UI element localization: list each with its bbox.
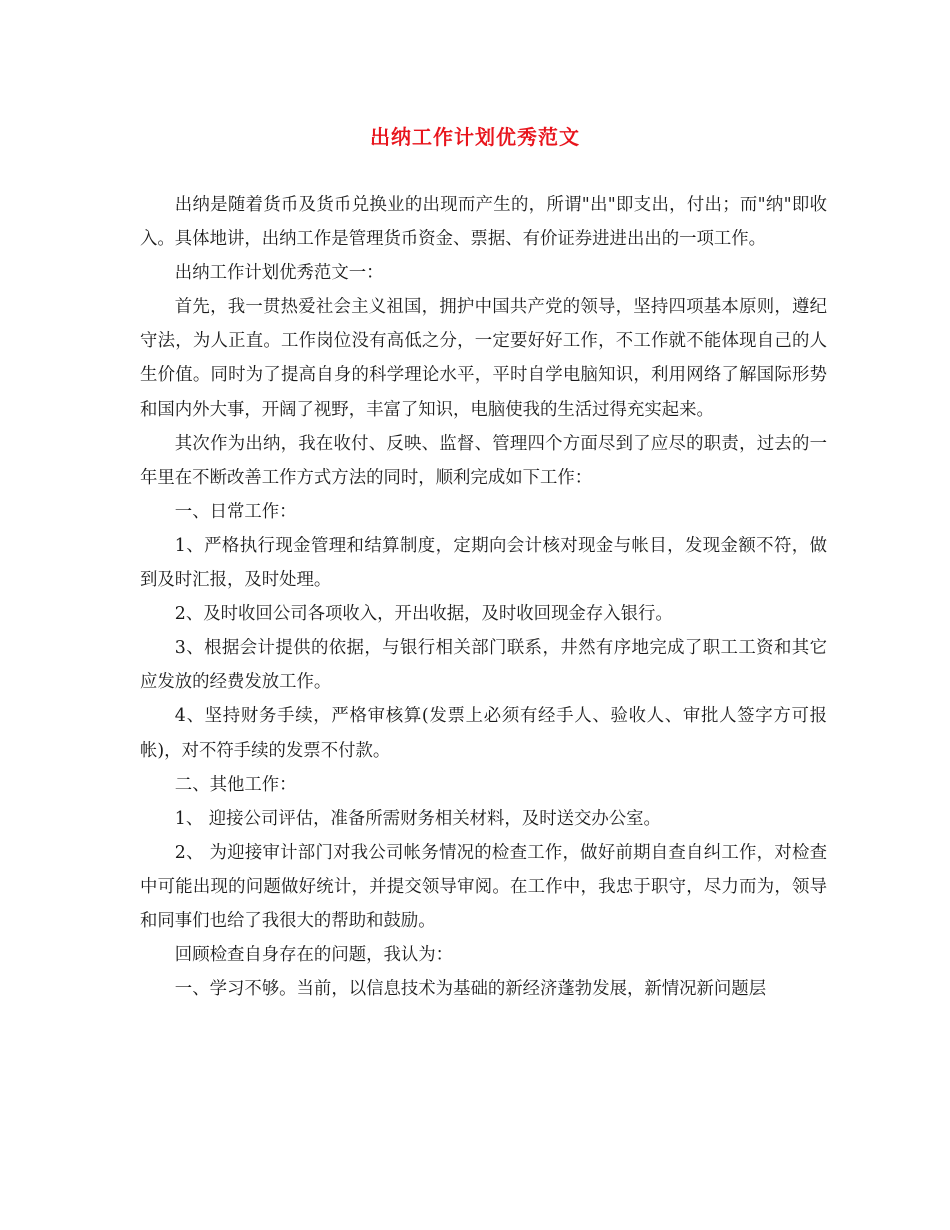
list-item-daily-2: 2、及时收回公司各项收入，开出收据，及时收回现金存入银行。 xyxy=(174,604,673,625)
paragraph-sample-heading: 出纳工作计划优秀范文一： xyxy=(174,263,384,284)
section-heading-daily-work: 一、日常工作： xyxy=(174,501,297,522)
paragraph-second: 其次作为出纳，我在收付、反映、监督、管理四个方面尽到了应尽的职责，过去的一年里在不断改善工作方式方法的同时，顺利完成如下工作： xyxy=(140,433,827,488)
section-heading-other-work: 二、其他工作： xyxy=(174,774,297,795)
document-body xyxy=(140,188,827,1006)
paragraph-review: 回顾检查自身存在的问题，我认为： xyxy=(174,945,454,966)
list-item-daily-3: 3、根据会计提供的依据，与银行相关部门联系，井然有序地完成了职工工资和其它应发放的经费发放工作。 xyxy=(140,638,827,693)
paragraph-first: 首先，我一贯热爱社会主义祖国，拥护中国共产党的领导，坚持四项基本原则，遵纪守法，为人正直。工作岗位没有高低之分，一定要好好工作，不工作就不能体现自己的人生价值。同时为了提高自身的科学理论水平，平时自学电脑知识，利用网络了解国际形势和国内外大事，开阔了视野，丰富了知识，电脑使我的生活过得充实起来。 xyxy=(140,297,827,420)
paragraph-intro: 出纳是随着货币及货币兑换业的出现而产生的，所谓"出"即支出，付出；而"纳"即收入。具体地讲，出纳工作是管理货币资金、票据、有价证券进进出出的一项工作。 xyxy=(140,195,827,250)
list-item-daily-4: 4、坚持财务手续，严格审核算(发票上必须有经手人、验收人、审批人签字方可报帐)，对不符手续的发票不付款。 xyxy=(140,706,827,761)
list-item-other-2: 2、 为迎接审计部门对我公司帐务情况的检查工作，做好前期自查自纠工作，对检查中可能出现的问题做好统计，并提交领导审阅。在工作中，我忠于职守，尽力而为，领导和同事们也给了我很大的帮助和鼓励。 xyxy=(140,842,827,931)
paragraph-issue-1: 一、学习不够。当前，以信息技术为基础的新经济蓬勃发展，新情况新问题层 xyxy=(174,979,767,1000)
list-item-daily-1: 1、严格执行现金管理和结算制度，定期向会计核对现金与帐目，发现金额不符，做到及时汇报，及时处理。 xyxy=(140,535,827,591)
document-title: 出纳工作计划优秀范文 xyxy=(370,125,580,149)
list-item-other-1: 1、 迎接公司评估，准备所需财务相关材料，及时送交办公室。 xyxy=(174,808,661,829)
